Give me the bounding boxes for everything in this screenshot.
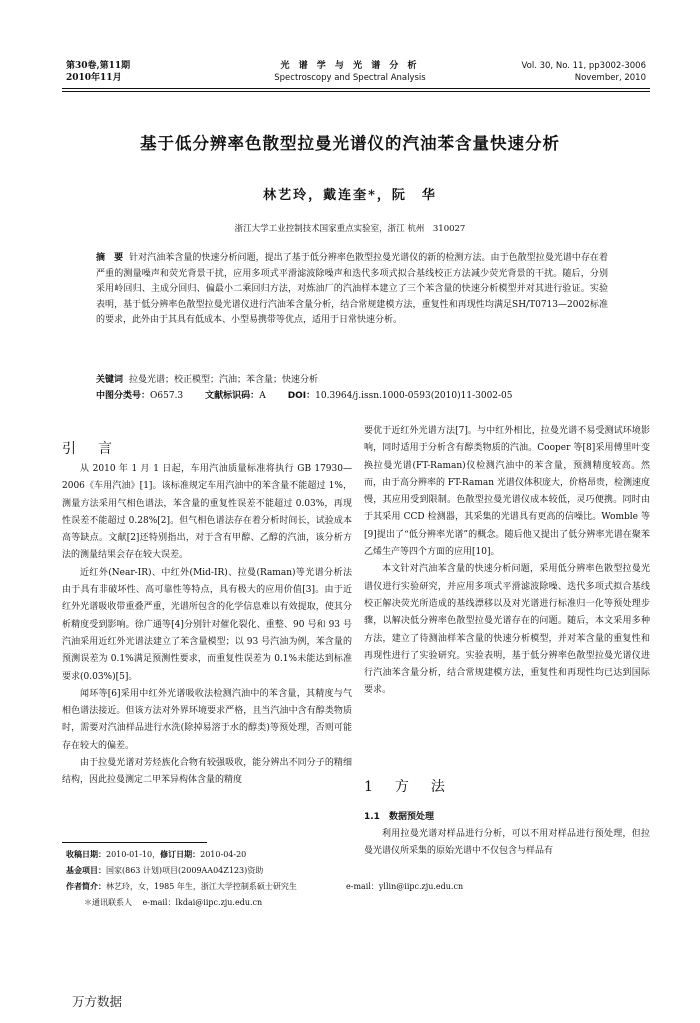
- received-date: 2010-01-10，: [106, 850, 161, 859]
- revised-label: 修订日期：: [160, 850, 201, 859]
- affiliation: 浙江大学工业控制技术国家重点实验室，浙江 杭州 310027: [234, 224, 466, 234]
- volume-issue: 第30卷,第11期: [66, 61, 131, 71]
- footnote-corresponding: ＊通讯联系人 e-mail：lkdai@iipc.zju.edu.cn: [84, 898, 263, 907]
- fund-label: 基金项目：: [66, 866, 106, 875]
- method-heading: 1 方 法: [364, 779, 449, 795]
- header-rule: [62, 88, 650, 89]
- journal-name: [250, 60, 450, 84]
- left-column: [62, 461, 352, 790]
- method-text: [364, 826, 650, 861]
- watermark: 万方数据: [72, 994, 123, 1009]
- journal-name-cn: 光 谱 学 与 光 谱 分 析: [280, 61, 420, 71]
- abstract-text: 针对汽油苯含量的快速分析问题，提出了基于低分辨率色散型拉曼光谱仪的新的检测方法。由于色散型拉曼光谱中存在着严重的测量噪声和荧光背景干扰，应用多项式平滑滤波除噪声和迭代多项式拟合基线校正方法减少荧光背景的干扰。随后，分别采用岭回归、主成分回归、偏最小二乘回归方法，对炼油厂的汽油样本建立了三个苯含量的快速分析模型并对其进行验证。实验表明，基于低分辨率色散型拉曼光谱仪进行汽油苯含量分析，结合常规建模方法，重复性和再现性均满足SH/T0713—2002标准的要求，此外由于其具有低成本、小型易携带等优点，适用于日常快速分析。: [96, 253, 608, 326]
- journal-volume: [66, 60, 130, 84]
- paper-title: 基于低分辨率色散型拉曼光谱仪的汽油苯含量快速分析: [140, 134, 560, 153]
- doi: 10.3964/j.issn.1000-0593(2010)11-3002-05: [315, 391, 513, 401]
- intro-paragraph: 闻环等[6]采用中红外光谱吸收法检测汽油中的苯含量，其精度与气相色谱法接近。但该方法对外界环境要求严格，且当汽油中含有醇类物质时，需要对汽油样品进行水洗(除掉易溶于水的醇类)等预处理，否则可能存在较大的偏差。: [62, 688, 352, 751]
- received-label: 收稿日期：: [66, 850, 106, 859]
- revised-date: 2010-04-20: [200, 850, 247, 859]
- bio-text: 林艺玲，女，1985 年生，浙江大学控制系硕士研究生: [106, 882, 297, 891]
- journal-name-en: Spectroscopy and Spectral Analysis: [274, 73, 426, 83]
- doc-code-label: 文献标识码：: [205, 391, 260, 401]
- classification: [96, 388, 656, 404]
- authors: 林艺玲，戴连奎*，阮 华: [263, 188, 437, 203]
- intro-paragraph: 近红外(Near-IR)、中红外(Mid-IR)、拉曼(Raman)等光谱分析法由于具有非破坏性、高可靠性等特点，具有极大的应用价值[3]。由于近红外光谱吸收带重叠严重，光谱所包含的化学信息难以有效提取，使其分析精度受到影响。徐广通等[4]分别针对催化裂化、重整、90 号和 93 号汽油采用近红外光谱法建立了苯含量模型；以 93 号汽油为例，苯含量的预测误差为 0.1%满足预测性要求，而重复性误差为 0.1%未能达到标准要求(0.03%)[5]。: [62, 567, 352, 682]
- footnote-dates: [66, 848, 246, 862]
- journal-volume-en: [522, 60, 647, 84]
- footnote-rule: [62, 842, 207, 843]
- doc-code: A: [259, 391, 266, 401]
- intro-paragraph-cont: 要优于近红外光谱方法[7]。与中红外相比，拉曼光谱不易受测试环境影响，同时适用于分析含有醇类物质的汽油。Cooper 等[8]采用傅里叶变换拉曼光谱(FT-Raman)仪检测汽油中的苯含量，预测精度较高。然而，由于高分辨率的 FT-Raman 光谱仪体积庞大，价格昂贵，检测速度慢，其应用受到限制。色散型拉曼光谱仪成本较低，灵巧便携。同时由于其采用 CCD 检测器，其采集的光谱具有更高的信噪比。Womble 等[9]提出了“低分辨率光谱”的概念。随后他又提出了低分辨率光谱在聚苯乙烯生产等四个方面的应用[10]。: [364, 426, 650, 558]
- header-rule-thin: [62, 91, 650, 92]
- keywords-text: 拉曼光谱；校正模型；汽油；苯含量；快速分析: [129, 375, 319, 385]
- bio-label: 作者简介：: [66, 882, 106, 891]
- right-column: [364, 423, 650, 700]
- issue-date-en: November, 2010: [574, 73, 646, 83]
- intro-paragraph: 本文针对汽油苯含量的快速分析问题，采用低分辨率色散型拉曼光谱仪进行实验研究，并应用多项式平滑滤波除噪、迭代多项式拟合基线校正解决荧光所造成的基线漂移以及对光谱进行标准归一化等预处理步骤，以解决低分辨率色散型拉曼光谱存在的问题。随后，本文采用多种方法，建立了待测油样苯含量的快速分析模型，并对苯含量的重复性和再现性进行了实验研究。实验表明，基于低分辨率色散型拉曼光谱仪进行汽油苯含量分析，结合常规建模方法，重复性和再现性均已达到国际要求。: [364, 564, 650, 696]
- abstract: [96, 251, 608, 329]
- bio-email: e-mail：yllin@iipc.zju.edu.cn: [346, 882, 464, 891]
- keywords: [96, 372, 656, 388]
- issue-date: 2010年11月: [66, 73, 122, 83]
- clc-label: 中图分类号：: [96, 391, 151, 401]
- volume-pages: Vol. 30, No. 11, pp3002-3006: [521, 61, 646, 71]
- intro-heading: 引 言: [62, 441, 116, 457]
- footnote-fund: [66, 864, 263, 878]
- doi-label: DOI：: [287, 391, 316, 401]
- keywords-label: 关键词: [96, 375, 124, 385]
- method-paragraph: 利用拉曼光谱对样品进行分析，可以不用对样品进行预处理，但拉曼光谱仪所采集的原始光谱中不仅包含与样品有: [364, 829, 650, 857]
- clc-number: O657.3: [150, 391, 184, 401]
- subsection-heading: 1.1 数据预处理: [364, 812, 434, 822]
- footnote-bio: [66, 880, 464, 894]
- abstract-label: 摘 要: [96, 253, 124, 263]
- fund-text: 国家(863 计划)项目(2009AA04Z123)资助: [106, 866, 264, 875]
- intro-paragraph: 从 2010 年 1 月 1 日起，车用汽油质量标准将执行 GB 17930—2006《车用汽油》[1]。该标准规定车用汽油中的苯含量不能超过 1%，测量方法采用气相色谱法，苯含量的重复性误差不能超过 0.03%，再现性误差不能超过 0.28%[2]。但气相色谱法存在着分析时间长，试验成本高等缺点。文献[2]还特别指出，对于含有甲醇、乙醇的汽油，该分析方法的测量结果会存在较大误差。: [62, 464, 352, 561]
- intro-paragraph: 由于拉曼光谱对芳烃族化合物有较强吸收，能分辨出不同分子的精细结构，因此拉曼测定二甲苯异构体含量的精度: [62, 758, 352, 786]
